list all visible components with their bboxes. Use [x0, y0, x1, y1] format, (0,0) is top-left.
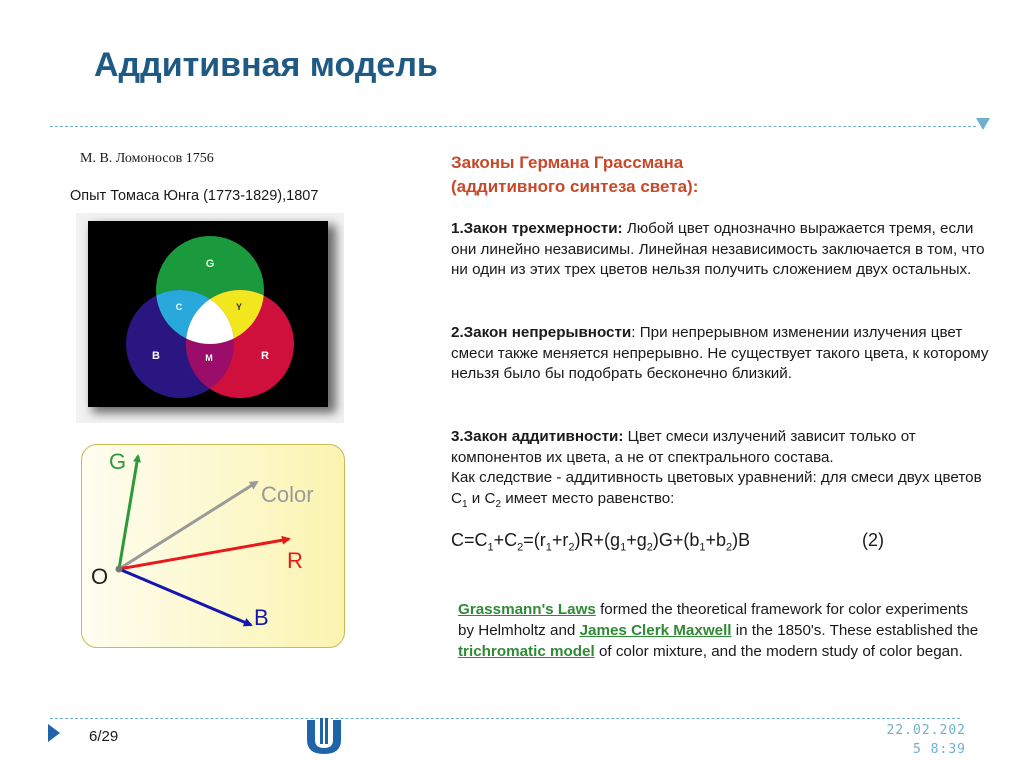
grassmann-laws-heading: Законы Германа Грассмана (аддитивного синтеза света):	[451, 153, 699, 196]
formula-number: (2)	[862, 530, 884, 550]
law-3-name: 3.Закон аддитивности:	[451, 428, 624, 445]
university-logo-icon	[304, 718, 344, 756]
label-y: Y	[235, 302, 243, 312]
trichromatic-model-link[interactable]: trichromatic model	[458, 642, 595, 660]
law-1-paragraph: 1.Закон трехмерности: Любой цвет однозначно выражается тремя, если они линейно независимы. Линейная независимость заключается в том, что ни один из этих трех цветов нельзя получить сложением двух остальных.	[451, 220, 985, 279]
label-b: B	[152, 350, 160, 362]
page-title: Аддитивная модель	[94, 46, 438, 84]
english-note: Grassmann's Laws formed the theoretical framework for color experiments by Helmholtz and James Clerk Maxwell in the 1850's. These established the trichromatic model of color mixture, and the modern study of color began.	[458, 601, 979, 660]
law-2-name: 2.Закон непрерывности	[451, 324, 632, 341]
r-vector-label: R	[287, 548, 303, 573]
color-vector-label: Color	[261, 482, 314, 507]
law-2-paragraph: 2.Закон непрерывности: При непрерывном изменении излучения цвет смеси также меняется непрерывно. Не существует такого цвета, к которому нельзя было бы подобрать бесконечно близкий.	[451, 324, 989, 383]
origin-label: O	[91, 564, 109, 589]
next-slide-arrow-icon[interactable]	[48, 724, 60, 742]
grassmann-laws-link[interactable]: Grassmann's Laws	[458, 601, 596, 618]
label-m: M	[205, 353, 213, 363]
label-g: G	[205, 258, 215, 270]
slide-date: 22.02.202 5 8:39	[886, 723, 966, 757]
lomonosov-caption: М. В. Ломоносов 1756	[80, 151, 214, 166]
law-1-name: 1.Закон трехмерности:	[451, 220, 623, 237]
maxwell-link[interactable]: James Clerk Maxwell	[579, 621, 732, 639]
bottom-divider	[50, 718, 960, 719]
additivity-formula: $C=C_1+C_2=(r_1+r_2)R+(g_1+g_2)G+(b_1+b_2)B$	[451, 530, 751, 554]
label-c: C	[175, 302, 183, 312]
top-divider	[50, 126, 976, 127]
label-r: R	[261, 350, 269, 362]
color-circles-image	[76, 213, 344, 423]
triangle-marker-icon	[976, 118, 990, 130]
b-vector	[119, 569, 251, 625]
color-vector-diagram	[81, 444, 345, 648]
law-3-paragraph: 3.Закон аддитивности: Цвет смеси излучений зависит только от компонентов их цвета, а не от спектрального состава. Как следствие - аддитивность цветовых уравнений: для смеси двух цветов $С_1$ и $С_2$ имеет место равенство:	[451, 428, 982, 510]
g-vector-label: G	[109, 449, 127, 474]
young-caption: Опыт Томаса Юнга (1773-1829),1807	[70, 188, 319, 204]
b-vector-label: B	[254, 605, 269, 630]
page-counter: 6/29	[89, 728, 119, 745]
